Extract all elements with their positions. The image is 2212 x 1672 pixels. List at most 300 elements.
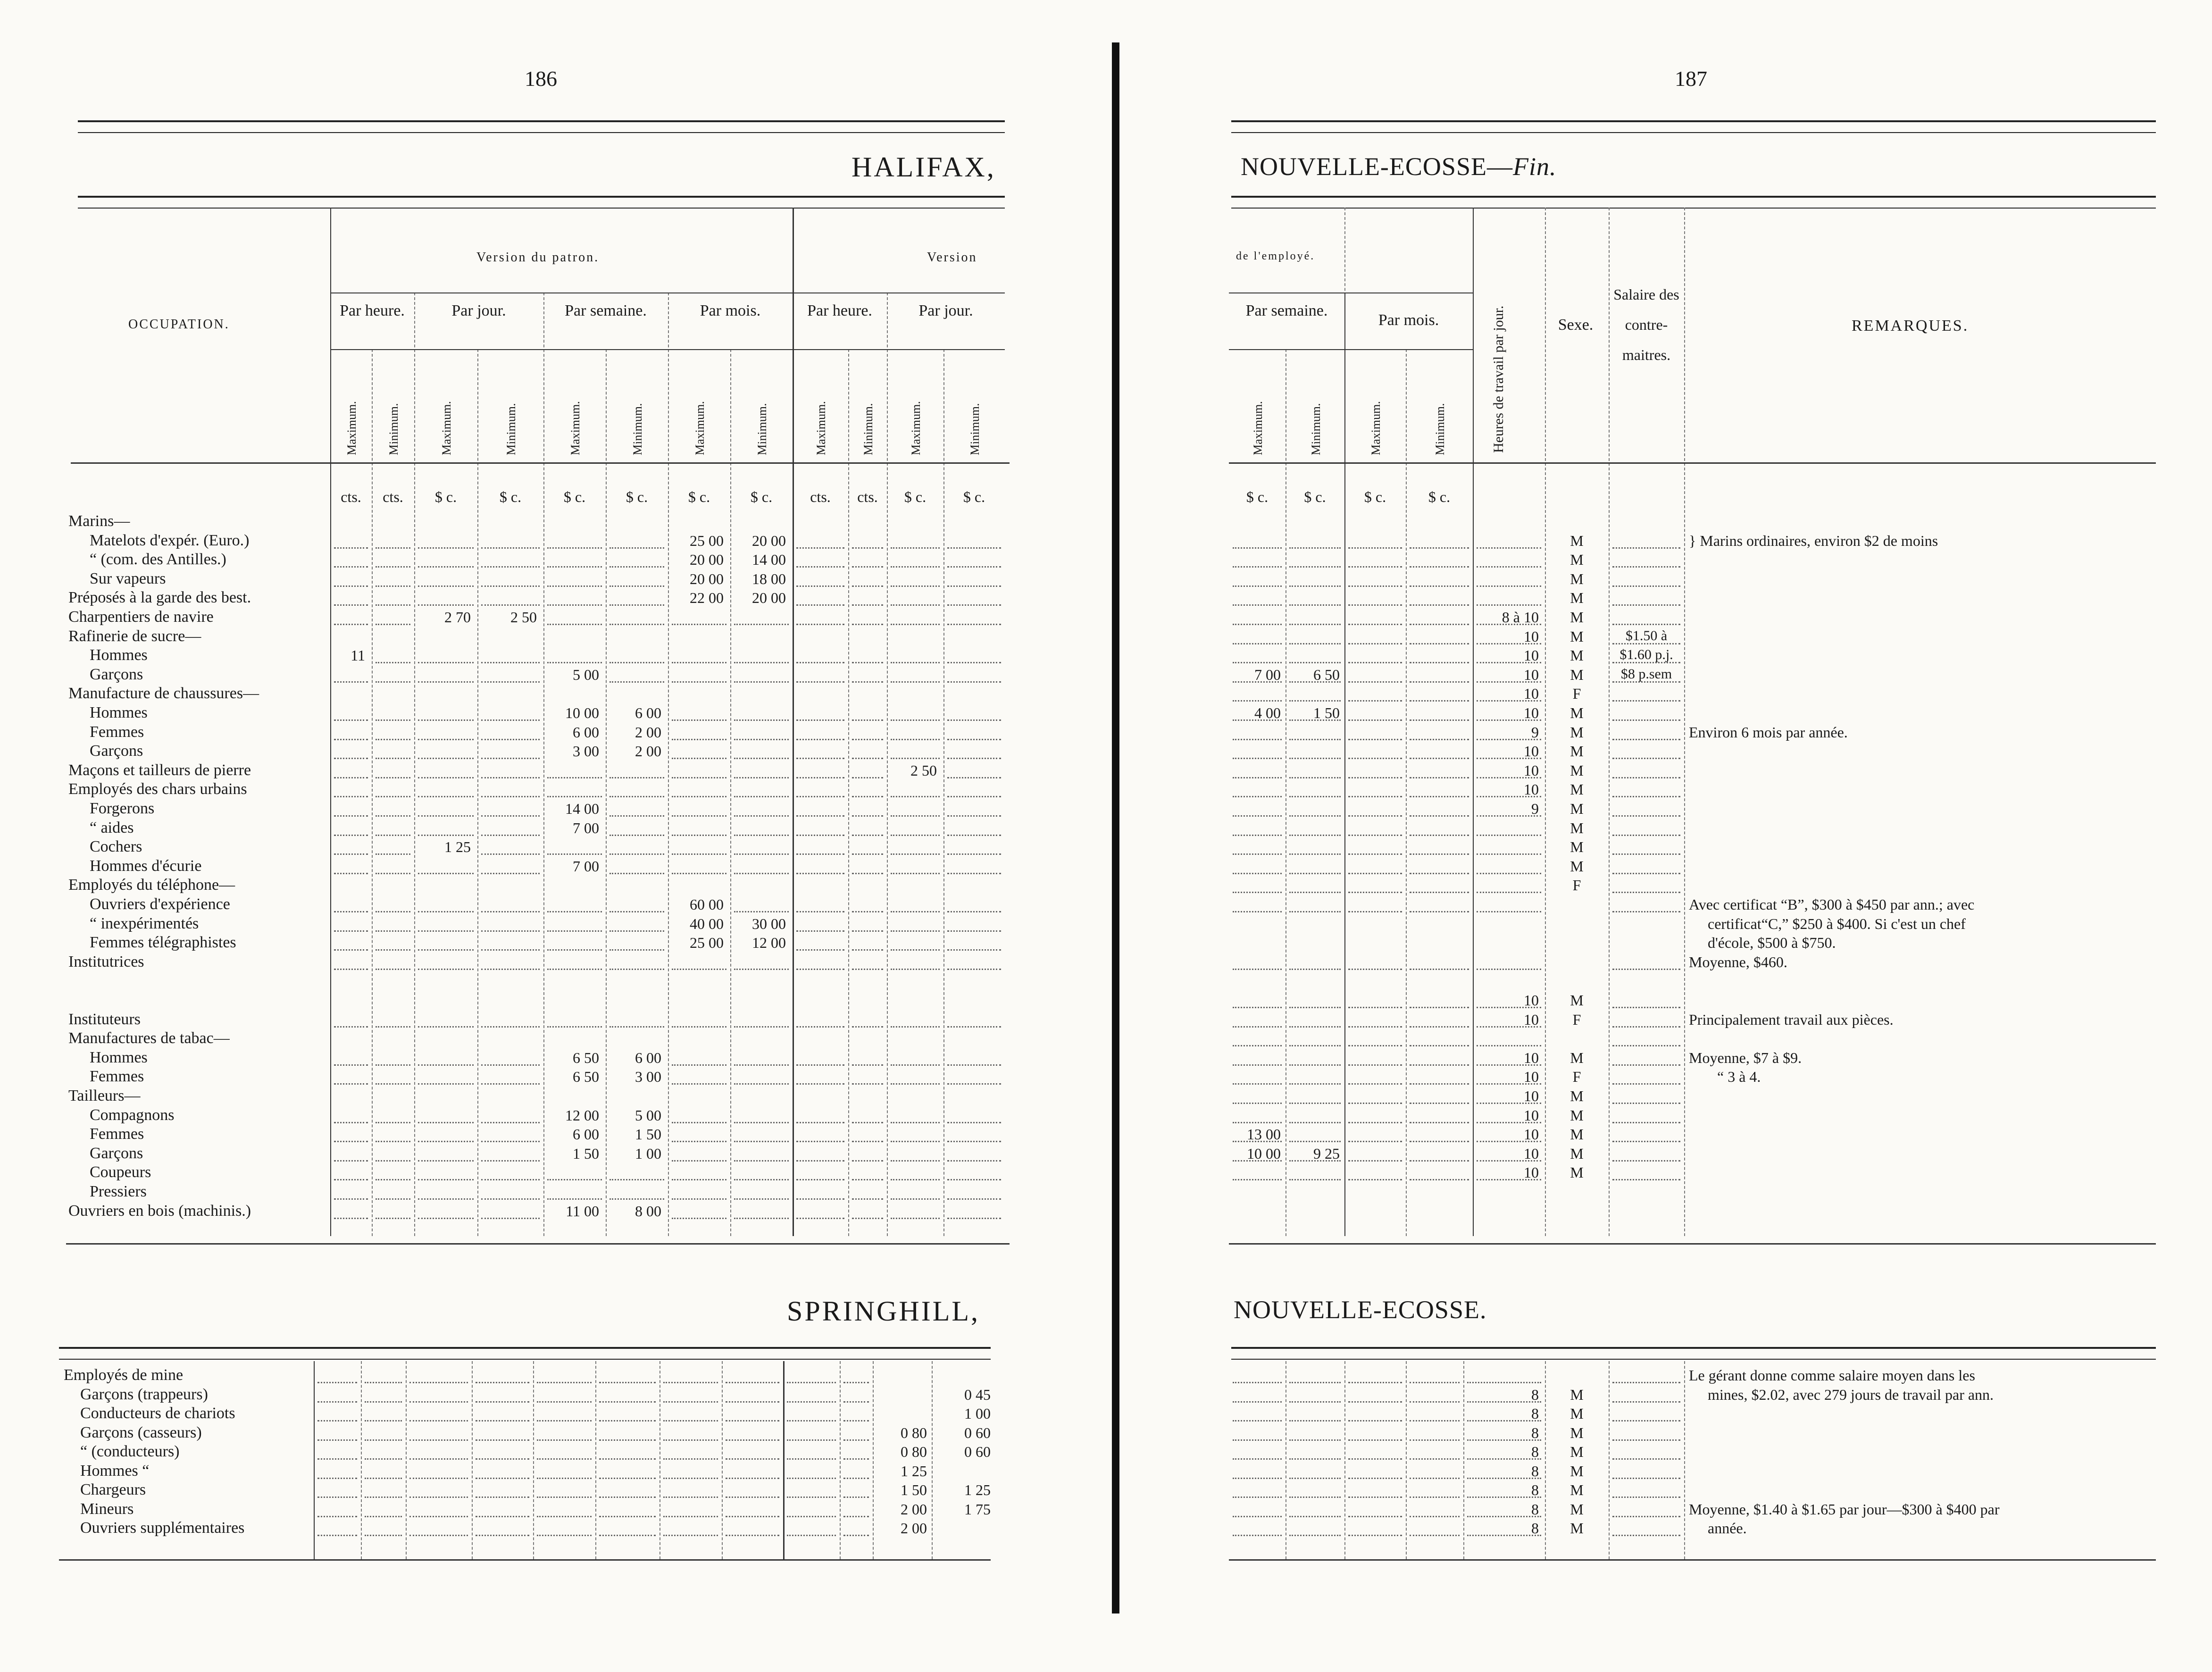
cell-leader (796, 1064, 844, 1066)
cell-leader (1233, 700, 1282, 702)
cell-leader (334, 739, 368, 740)
cell-leader (1410, 969, 1469, 970)
cell-leader (1612, 1458, 1680, 1460)
cell-leader (609, 969, 664, 970)
cell-leader (1348, 1007, 1402, 1008)
cell-leader (1233, 585, 1282, 587)
cell-leader (1410, 1141, 1469, 1142)
cell-leader (796, 758, 844, 759)
cell-leader (376, 815, 410, 817)
cell-leader (476, 1478, 529, 1479)
cell-value: 7 00 (573, 857, 599, 875)
cell-leader (672, 815, 726, 817)
cell-leader (852, 1160, 883, 1162)
cell-leader (734, 1198, 789, 1200)
cell-leader (672, 853, 726, 855)
version-divider (783, 1361, 785, 1559)
cell-leader (1410, 1478, 1460, 1479)
cell-leader (365, 1401, 402, 1403)
cell-leader (376, 835, 410, 836)
cell-leader (376, 777, 410, 778)
cell-leader (1348, 1083, 1402, 1085)
cell-leader (547, 911, 602, 912)
cell-leader (476, 1382, 529, 1383)
cell-leader (376, 873, 410, 874)
cell-leader (334, 796, 368, 797)
cell-leader (672, 835, 726, 836)
cell-value: M (1570, 551, 1584, 568)
row-label: Femmes télégraphistes (90, 934, 236, 952)
cell-value: 3 00 (635, 1068, 661, 1086)
cell-leader (734, 777, 789, 778)
cell-leader (537, 1496, 592, 1498)
cell-leader (1289, 1401, 1341, 1403)
cell-leader (1233, 739, 1282, 740)
cell-leader (672, 758, 726, 759)
cell-leader (1410, 892, 1469, 893)
cell-leader (1289, 892, 1341, 893)
minimum-label: Minimum. (968, 403, 982, 455)
cell-leader (1233, 1045, 1282, 1046)
cell-value: 7 00 (1254, 666, 1281, 683)
cell-value: 10 (1524, 761, 1539, 779)
cell-leader (947, 739, 1001, 740)
cell-leader (1348, 585, 1402, 587)
column-divider (659, 1361, 660, 1559)
cell-leader (852, 604, 883, 606)
cell-leader (891, 911, 940, 912)
cell-leader (1348, 1382, 1402, 1383)
header-line (71, 462, 1010, 464)
row-label: Garçons (90, 1144, 143, 1162)
cell-leader (1289, 835, 1341, 836)
cell-value: M (1570, 723, 1584, 741)
cell-leader (609, 949, 664, 951)
column-divider (533, 1361, 534, 1559)
cell-leader (1348, 1401, 1402, 1403)
cell-leader (481, 911, 540, 912)
cell-value: 10 00 (1247, 1145, 1281, 1162)
cell-leader (1289, 1439, 1341, 1441)
cell-leader (672, 796, 726, 797)
cell-leader (852, 1218, 883, 1219)
cell-leader (891, 566, 940, 568)
cell-value: 25 00 (690, 532, 724, 549)
cell-value: F (1572, 1011, 1581, 1028)
cell-leader (547, 585, 602, 587)
cell-leader (796, 1160, 844, 1162)
cell-leader (672, 719, 726, 721)
cell-leader (537, 1516, 592, 1517)
remark: “ 3 à 4. (1717, 1068, 1761, 1086)
cell-value: 1 75 (964, 1500, 991, 1518)
cell-leader (796, 835, 844, 836)
cell-leader (891, 719, 940, 721)
cell-leader (376, 1026, 410, 1028)
cell-leader (537, 1420, 592, 1421)
cell-leader (1289, 969, 1341, 970)
cell-leader (796, 604, 844, 606)
cell-leader (852, 835, 883, 836)
cell-value: 10 (1524, 1145, 1539, 1162)
cell-leader (409, 1420, 468, 1421)
cell-value: M (1570, 761, 1584, 779)
cell-leader (547, 969, 602, 970)
cell-leader (334, 911, 368, 912)
cell-leader (852, 681, 883, 683)
cell-leader (947, 547, 1001, 549)
cell-leader (1233, 1478, 1282, 1479)
cell-leader (672, 873, 726, 874)
row-label: Rafinerie de sucre— (68, 627, 201, 645)
cell-leader (547, 662, 602, 663)
cell-leader (891, 949, 940, 951)
cell-leader (481, 719, 540, 721)
cell-value: M (1570, 743, 1584, 760)
cell-leader (796, 911, 844, 912)
cell-leader (796, 815, 844, 817)
cell-leader (852, 930, 883, 932)
cell-leader (334, 969, 368, 970)
header-line (330, 349, 1005, 350)
cell-leader (947, 681, 1001, 683)
cell-leader (947, 969, 1001, 970)
cell-leader (1612, 1179, 1680, 1180)
cell-leader (734, 681, 789, 683)
cell-leader (609, 796, 664, 797)
cell-value: 13 00 (1247, 1126, 1281, 1143)
top-rule (1231, 120, 2156, 122)
unit-label: $ c. (1364, 488, 1386, 505)
cell-leader (1233, 566, 1282, 568)
cell-leader (1348, 1535, 1402, 1536)
cell-leader (1348, 969, 1402, 970)
left-page (0, 0, 1104, 1672)
right-page (1123, 0, 2212, 1672)
cell-leader (1233, 1439, 1282, 1441)
cell-leader (672, 1064, 726, 1066)
cell-leader (796, 662, 844, 663)
cell-leader (1233, 624, 1282, 625)
cell-leader (947, 566, 1001, 568)
cell-leader (672, 662, 726, 663)
cell-value: F (1572, 685, 1581, 702)
cell-leader (418, 662, 474, 663)
cell-leader (376, 624, 410, 625)
cell-value: M (1570, 1500, 1584, 1518)
cell-leader (796, 873, 844, 874)
cell-leader (1410, 547, 1469, 549)
cell-leader (843, 1420, 869, 1421)
top-rule (78, 120, 1005, 122)
maximum-label: Maximum. (568, 401, 582, 455)
cell-value: 1 50 (1313, 704, 1340, 721)
unit-label: $ c. (1246, 488, 1269, 505)
cell-leader (1612, 777, 1680, 778)
column-divider (406, 1361, 407, 1559)
column-divider (372, 349, 373, 1236)
cell-leader (1233, 873, 1282, 874)
cell-leader (947, 949, 1001, 951)
springhill-top-rule-thin (1231, 1359, 2156, 1360)
cell-leader (672, 1198, 726, 1200)
cell-leader (734, 796, 789, 797)
cell-leader (1410, 604, 1469, 606)
cell-leader (796, 969, 844, 970)
cell-leader (547, 566, 602, 568)
cell-leader (663, 1496, 718, 1498)
cell-leader (843, 1382, 869, 1383)
cell-leader (1233, 1122, 1282, 1123)
cell-leader (599, 1496, 656, 1498)
header-line (1229, 462, 2156, 464)
cell-leader (734, 758, 789, 759)
cell-leader (1612, 892, 1680, 893)
column-divider (848, 349, 849, 1236)
cell-leader (317, 1478, 357, 1479)
cell-leader (334, 1160, 368, 1162)
cell-leader (1410, 758, 1469, 759)
cell-leader (1233, 604, 1282, 606)
cell-leader (599, 1420, 656, 1421)
column-divider (414, 293, 415, 1236)
cell-value: 10 (1524, 1126, 1539, 1143)
cell-leader (796, 1083, 844, 1085)
cell-leader (1612, 1045, 1680, 1046)
cell-leader (672, 1026, 726, 1028)
cell-leader (334, 949, 368, 951)
cell-leader (481, 585, 540, 587)
cell-leader (1477, 892, 1541, 893)
cell-leader (734, 873, 789, 874)
cell-leader (376, 604, 410, 606)
remarques-header: REMARQUES. (1852, 317, 1969, 334)
cell-leader (1289, 1382, 1341, 1383)
cell-leader (796, 624, 844, 625)
cell-leader (843, 1535, 869, 1536)
cell-leader (376, 853, 410, 855)
cell-value: 0 45 (964, 1386, 991, 1403)
cell-leader (365, 1382, 402, 1383)
cell-leader (609, 777, 664, 778)
cell-leader (1289, 1007, 1341, 1008)
cell-leader (947, 585, 1001, 587)
cell-leader (547, 1026, 602, 1028)
cell-leader (1612, 1439, 1680, 1441)
cell-leader (418, 969, 474, 970)
cell-value: M (1570, 532, 1584, 549)
cell-leader (1289, 1026, 1341, 1028)
cell-leader (726, 1420, 779, 1421)
cell-leader (1612, 719, 1680, 721)
unit-label: $ c. (904, 488, 927, 505)
cell-leader (418, 758, 474, 759)
cell-leader (418, 815, 474, 817)
cell-leader (609, 1026, 664, 1028)
cell-leader (843, 1458, 869, 1460)
cell-value: 2 00 (901, 1500, 927, 1518)
column-divider (477, 349, 478, 1236)
cell-leader (1410, 853, 1469, 855)
cell-leader (1467, 1382, 1541, 1383)
cell-leader (334, 624, 368, 625)
section-title-nouvelle-ecosse: NOUVELLE-ECOSSE. (1234, 1296, 1487, 1324)
cell-leader (334, 719, 368, 721)
cell-leader (796, 739, 844, 740)
cell-leader (365, 1439, 402, 1441)
cell-leader (609, 681, 664, 683)
cell-leader (418, 930, 474, 932)
cell-leader (1348, 1103, 1402, 1104)
cell-leader (726, 1516, 779, 1517)
cell-leader (734, 662, 789, 663)
cell-leader (1348, 643, 1402, 644)
cell-leader (334, 873, 368, 874)
column-group-header: Par semaine. (565, 302, 647, 319)
cell-leader (599, 1401, 656, 1403)
cell-leader (891, 1064, 940, 1066)
maximum-label: Maximum. (1369, 401, 1383, 455)
cell-value: 2 00 (635, 723, 661, 741)
cell-leader (852, 853, 883, 855)
cell-leader (1289, 585, 1341, 587)
cell-leader (1289, 604, 1341, 606)
cell-leader (1612, 1496, 1680, 1498)
cell-leader (726, 1535, 779, 1536)
column-divider (840, 1361, 841, 1559)
maximum-label: Maximum. (440, 401, 453, 455)
unit-label: $ c. (626, 488, 648, 505)
row-label: Hommes (90, 704, 148, 721)
row-label: Maçons et tailleurs de pierre (68, 761, 251, 779)
cell-leader (481, 662, 540, 663)
cell-leader (418, 1160, 474, 1162)
cell-leader (476, 1496, 529, 1498)
cell-leader (1289, 1064, 1341, 1066)
cell-value: $1.50 à (1625, 627, 1668, 644)
cell-value: 14 00 (565, 800, 599, 817)
row-label: Hommes (90, 646, 148, 664)
maximum-label: Maximum. (1251, 401, 1265, 455)
cell-leader (476, 1439, 529, 1441)
cell-leader (1612, 1420, 1680, 1421)
cell-leader (852, 1179, 883, 1180)
unit-label: $ c. (688, 488, 710, 505)
cell-leader (334, 758, 368, 759)
cell-leader (1233, 815, 1282, 817)
cell-leader (891, 1122, 940, 1123)
cell-leader (1612, 1382, 1680, 1383)
cell-leader (663, 1382, 718, 1383)
cell-leader (1612, 835, 1680, 836)
cell-leader (1233, 969, 1282, 970)
cell-leader (1348, 1160, 1402, 1162)
row-label: Femmes (90, 723, 144, 741)
remark: Moyenne, $1.40 à $1.65 par jour—$300 à $400 par (1689, 1500, 2000, 1518)
cell-leader (609, 585, 664, 587)
cell-leader (796, 681, 844, 683)
cell-leader (843, 1401, 869, 1403)
cell-value: M (1570, 609, 1584, 626)
cell-leader (1289, 1516, 1341, 1517)
cell-leader (1410, 1103, 1469, 1104)
cell-leader (409, 1478, 468, 1479)
cell-leader (663, 1516, 718, 1517)
cell-leader (1477, 853, 1541, 855)
cell-leader (852, 585, 883, 587)
cell-value: 4 00 (1254, 704, 1281, 721)
cell-value: 25 00 (690, 934, 724, 952)
cell-leader (476, 1401, 529, 1403)
cell-leader (891, 1141, 940, 1142)
cell-value: M (1570, 781, 1584, 798)
cell-leader (1410, 1083, 1469, 1085)
row-label: Femmes (90, 1068, 144, 1086)
cell-leader (1410, 719, 1469, 721)
cell-leader (1410, 1401, 1460, 1403)
cell-leader (1289, 1458, 1341, 1460)
cell-leader (1289, 700, 1341, 702)
cell-leader (1410, 585, 1469, 587)
column-divider (1406, 1361, 1407, 1559)
cell-leader (376, 547, 410, 549)
cell-leader (1233, 796, 1282, 797)
cell-leader (1612, 1083, 1680, 1085)
row-label: Conducteurs de chariots (80, 1404, 235, 1422)
cell-leader (672, 624, 726, 625)
cell-value: 8 à 10 (1502, 609, 1539, 626)
cell-leader (1348, 1478, 1402, 1479)
cell-leader (409, 1458, 468, 1460)
cell-leader (1348, 1141, 1402, 1142)
header-line (1229, 349, 1473, 350)
cell-leader (1477, 566, 1541, 568)
row-label: Hommes d'écurie (90, 857, 202, 875)
cell-leader (843, 1496, 869, 1498)
cell-leader (481, 566, 540, 568)
cell-leader (1612, 1026, 1680, 1028)
cell-leader (409, 1382, 468, 1383)
row-label: “ (conducteurs) (80, 1443, 180, 1460)
cell-leader (547, 930, 602, 932)
cell-leader (852, 566, 883, 568)
row-label: Manufacture de chaussures— (68, 685, 259, 702)
cell-leader (1410, 835, 1469, 836)
cell-leader (609, 1198, 664, 1200)
cell-leader (481, 930, 540, 932)
cell-leader (547, 547, 602, 549)
version-divider (793, 208, 794, 1236)
row-label: Ouvriers supplémentaires (80, 1519, 245, 1537)
cell-value: 1 00 (635, 1145, 661, 1162)
cell-leader (726, 1478, 779, 1479)
column-divider (1344, 1361, 1345, 1559)
row-label: “ (com. des Antilles.) (90, 551, 226, 568)
row-label: Hommes “ (80, 1462, 150, 1480)
cell-leader (734, 815, 789, 817)
occupation-divider (314, 1361, 315, 1559)
cell-leader (1348, 547, 1402, 549)
cell-leader (947, 1179, 1001, 1180)
cell-leader (734, 1218, 789, 1219)
cell-leader (334, 1141, 368, 1142)
cell-leader (599, 1382, 656, 1383)
cell-leader (1289, 873, 1341, 874)
table-top-rule-thin (78, 208, 1005, 209)
cell-leader (481, 1064, 540, 1066)
cell-leader (537, 1439, 592, 1441)
cell-value: 8 (1531, 1462, 1539, 1480)
